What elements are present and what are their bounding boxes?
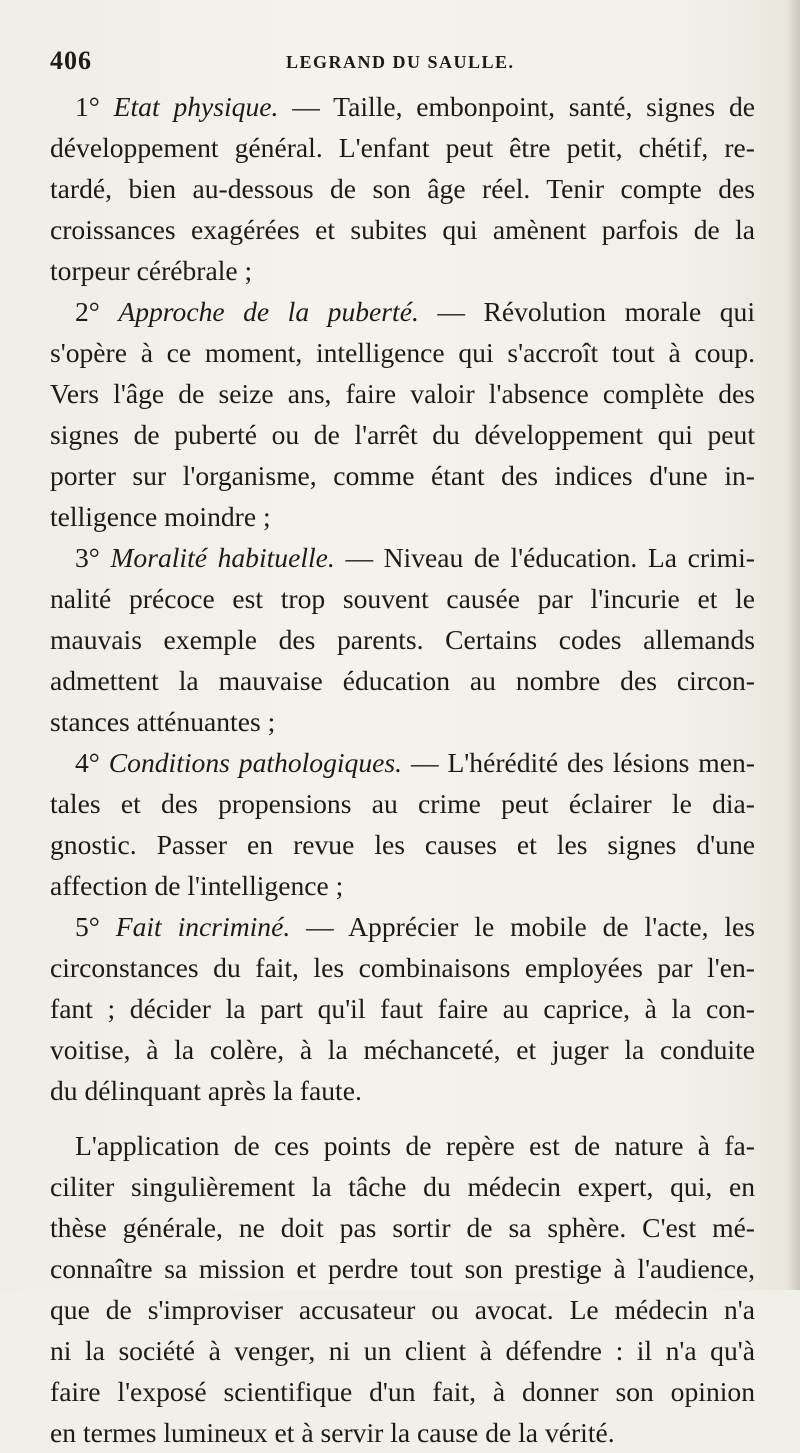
text-line: tardé, bien au-dessous de son âge réel. Tenir compte des — [50, 173, 755, 204]
item-4-number: 4° — [75, 747, 100, 778]
closing-paragraph-line: ni la société à venger, ni un client à défendre : il n'a qu'à — [50, 1335, 755, 1366]
item-3-first-line — [50, 537, 755, 578]
closing-paragraph-line: connaître sa mission et perdre tout son prestige à l'audience, — [50, 1253, 755, 1284]
text-line: admettent la mauvaise éducation au nombre des circon- — [50, 665, 755, 696]
item-2-text: — Révolution morale qui — [437, 296, 755, 327]
item-1-text: — Taille, embonpoint, santé, signes de — [292, 91, 756, 122]
item-4-first-line — [50, 742, 755, 783]
text-line: fant ; décider la part qu'il faut faire au caprice, à la con- — [50, 993, 755, 1024]
item-4-title: Conditions pathologiques. — [108, 747, 403, 778]
item-1-first-line — [50, 86, 755, 127]
closing-paragraph-line: en termes lumineux et à servir la cause de la vérité. — [50, 1417, 615, 1448]
closing-paragraph-line: L'application de ces points de repère est de nature à fa- — [75, 1130, 755, 1161]
closing-paragraph-line: ciliter singulièrement la tâche du médecin expert, qui, en — [50, 1171, 755, 1202]
text-line: stances atténuantes ; — [50, 706, 276, 737]
item-5-first-line — [50, 906, 755, 947]
closing-paragraph-line: faire l'exposé scientifique d'un fait, à donner son opinion — [50, 1376, 755, 1407]
text-line: torpeur cérébrale ; — [50, 255, 253, 286]
closing-paragraph-line: thèse générale, ne doit pas sortir de sa sphère. C'est mé- — [50, 1212, 755, 1243]
running-head: LEGRAND DU SAULLE. — [286, 52, 515, 72]
text-line: affection de l'intelligence ; — [50, 870, 344, 901]
text-line: porter sur l'organisme, comme étant des indices d'une in- — [50, 460, 755, 491]
text-line: signes de puberté ou de l'arrêt du développement qui peut — [50, 419, 755, 450]
item-2-number: 2° — [75, 296, 100, 327]
item-1-number: 1° — [75, 91, 100, 122]
text-line: voitise, à la colère, à la méchanceté, et juger la conduite — [50, 1034, 755, 1065]
text-line: gnostic. Passer en revue les causes et les signes d'une — [50, 829, 755, 860]
text-line: du délinquant après la faute. — [50, 1075, 362, 1106]
item-2-title: Approche de la puberté. — [118, 296, 419, 327]
page-number: 406 — [50, 46, 92, 75]
text-line: circonstances du fait, les combinaisons employées par l'en- — [50, 952, 755, 983]
text-line: nalité précoce est trop souvent causée par l'incurie et le — [50, 583, 755, 614]
page-header — [50, 46, 755, 80]
text-line: Vers l'âge de seize ans, faire valoir l'absence complète des — [50, 378, 755, 409]
text-line: croissances exagérées et subites qui amènent parfois de la — [50, 214, 755, 245]
text-line: développement général. L'enfant peut être petit, chétif, re- — [50, 132, 755, 163]
page-edge-shadow — [786, 0, 800, 1290]
item-2-first-line — [50, 291, 755, 332]
item-3-number: 3° — [75, 542, 100, 573]
page-text — [50, 86, 755, 1453]
paragraph-gap — [50, 1111, 755, 1125]
item-3-text: — Niveau de l'éducation. La crimi- — [345, 542, 756, 573]
item-5-number: 5° — [75, 911, 100, 942]
item-3-title: Moralité habituelle. — [110, 542, 335, 573]
item-4-text: — L'hérédité des lésions men- — [410, 747, 755, 778]
text-line: telligence moindre ; — [50, 501, 271, 532]
closing-paragraph-line: que de s'improviser accusateur ou avocat. Le médecin n'a — [50, 1294, 755, 1325]
item-1-title: Etat physique. — [113, 91, 279, 122]
text-line: s'opère à ce moment, intelligence qui s'accroît tout à coup. — [50, 337, 755, 368]
text-line: tales et des propensions au crime peut éclairer le dia- — [50, 788, 755, 819]
item-5-text: — Apprécier le mobile de l'acte, les — [306, 911, 756, 942]
text-line: mauvais exemple des parents. Certains codes allemands — [50, 624, 755, 655]
item-5-title: Fait incriminé. — [115, 911, 291, 942]
